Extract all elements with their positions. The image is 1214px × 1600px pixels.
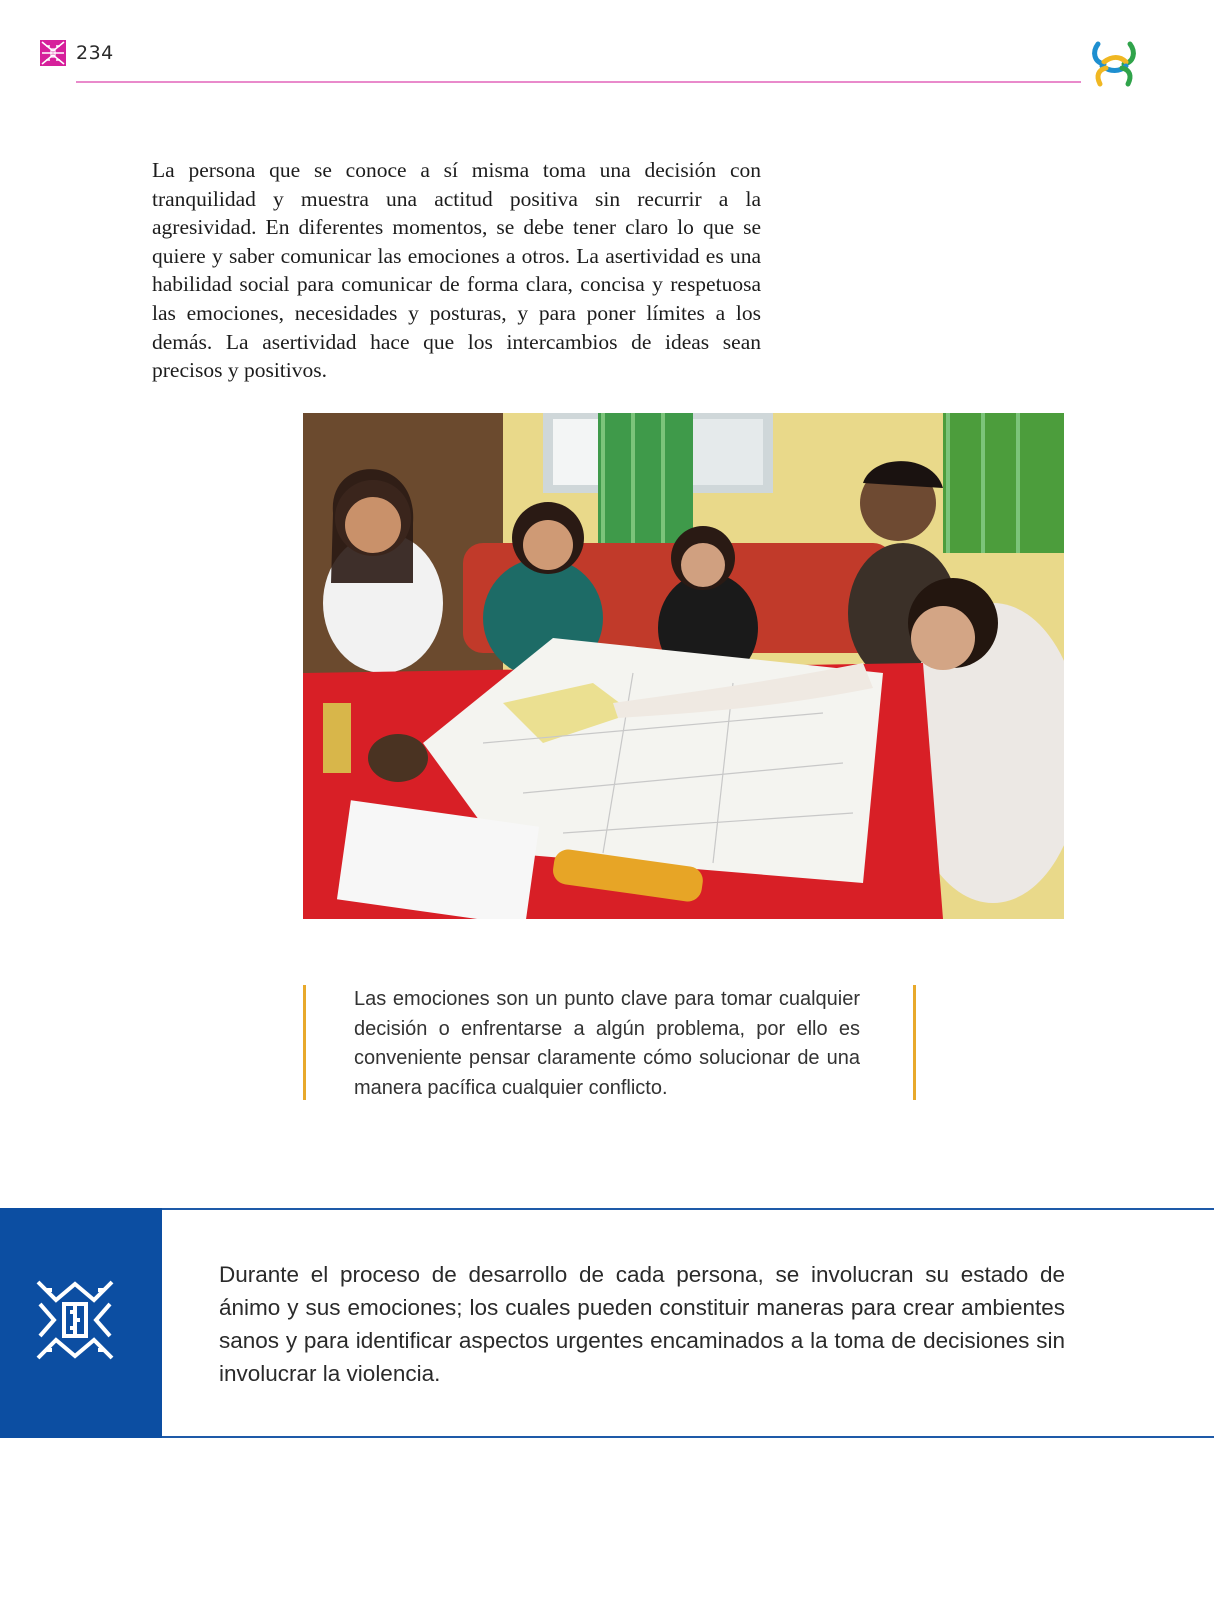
note-text: Durante el proceso de desarrollo de cada persona, se involucran su estado de ánimo y sus emociones; los cuales pueden constituir maneras para crear ambientes sanos y para identificar aspectos urgentes encaminados a la toma de decisiones sin involucrar la violencia. (219, 1262, 1065, 1386)
note-side-panel (0, 1208, 162, 1438)
interlocked-circles-logo-icon (1090, 38, 1138, 88)
photo-caption (303, 985, 916, 1100)
note-box (0, 1208, 1214, 1438)
header-divider (76, 81, 1081, 83)
caption-text: Las emociones son un punto clave para tomar cualquier decisión o enfrentarse a algún problema, por ello es conveniente pensar claramente cómo solucionar de una manera pacífica cualquier conflicto. (354, 988, 860, 1099)
page-number: 234 (76, 42, 114, 64)
woven-pattern-icon (36, 1280, 114, 1360)
group-discussion-photo (303, 413, 1064, 919)
body-paragraph: La persona que se conoce a sí misma toma una decisión con tranquilidad y muestra una actitud positiva sin recurrir a la agresividad. En diferentes momentos, se debe tener claro lo que se quiere y saber comunicar las emociones a otros. La asertividad es una habilidad social para comunicar de forma clara, concisa y respetuosa las emociones, necesidades y posturas, y para poner límites a los demás. La asertividad hace que los intercambios de ideas sean precisos y positivos. (152, 158, 761, 383)
header-pattern-icon (40, 40, 66, 66)
